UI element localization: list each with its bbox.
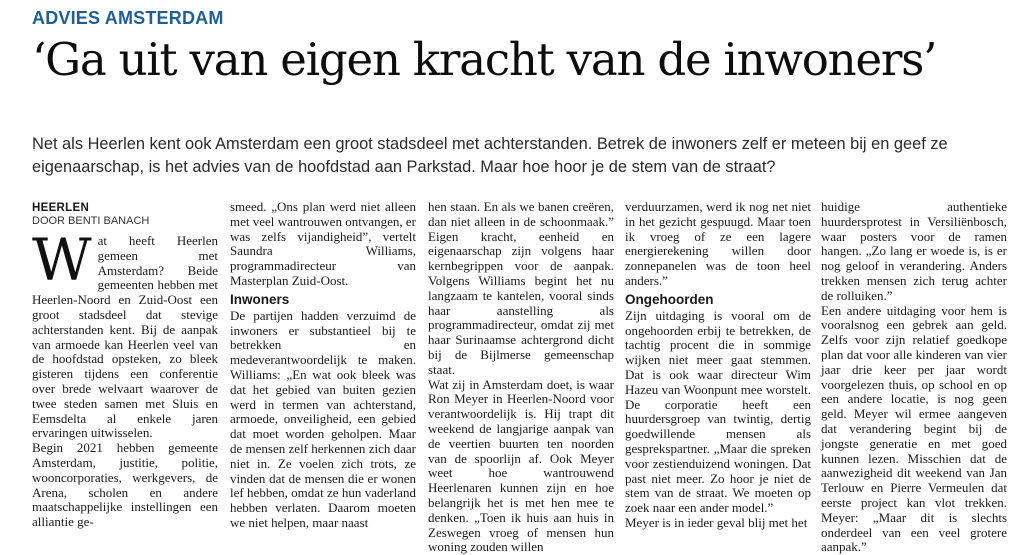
- drop-cap: W: [32, 226, 92, 294]
- intro-paragraph: Net als Heerlen kent ook Amsterdam een groot stadsdeel met achterstanden. Betrek de inwoners zelf er meteen bij en geef ze eigenaarschap, is het advies van de hoofdstad aan Parkstad. Maar hoe hoor je de stem van de straat?: [32, 135, 948, 176]
- dateline: HEERLEN: [32, 202, 90, 214]
- paragraph: at heeft Heerlen gemeen met Amsterdam? Beide gemeenten hebben met Heerlen-Noord en Zuid-Oost een groot stadsdeel dat stevige achterstanden kent. Bij de aanpak van armoede kan Heerlen veel van de hoofdstad opsteken, zo bleek gisteren tijdens een conferentie over brede welvaart waarover de twee steden samen met Sluis en Eemsdelta al enkele jaren ervaringen uitwisselen.: [32, 233, 218, 441]
- subheading-inwoners: Inwoners: [230, 291, 290, 307]
- paragraph: Een andere uitdaging voor hem is vooralsnog een gebrek aan geld. Zelfs voor zijn relatief goedkope plan dat voor alle kinderen van vier jaar drie keer per jaar wordt voorgelezen thuis, op school en op een andere locatie, is nog geen geld. Meyer wil ermee aangeven dat verandering begint bij de jongste generatie en met goed kunnen lezen. Misschien dat de aanwezigheid dit weekend van Jan Terlouw en Pierre Vermeulen dat eerste project kan vlot trekken. Meyer: „Maar dit is slechts onderdeel van een veel grotere aanpak.”: [821, 302, 1007, 555]
- section-kicker: ADVIES AMSTERDAM: [32, 8, 224, 28]
- article-column-5: [821, 199, 1007, 555]
- paragraph: De partijen hadden verzuimd de inwoners er substantieel bij te betrekken en medeverantwoordelijk te maken. Williams: „En wat ook bleek was dat het gebied van buiten gezien werd in termen van achterstand, armoede, onveiligheid, een gebied dat moet worden geholpen. Maar de mensen zelf herkennen zich daar niet in. Ze voelen zich trots, ze vinden dat de mensen die er wonen lef hebben, omdat ze hun vaderland hebben verlaten. Daarom moeten we niet helpen, maar naast: [230, 307, 416, 530]
- paragraph: Begin 2021 hebben gemeente Amsterdam, justitie, politie, wooncorporaties, werkgevers, de Arena, scholen en andere maatschappelijke instellingen een alliantie ge-: [32, 440, 218, 530]
- paragraph: hen staan. En als we banen creëren, dan niet alleen in de schoonmaak.” Eigen kracht, eenheid en eigenaarschap zijn volgens haar kernbegrippen voor de aanpak. Volgens Williams begint het nu langzaam te kantelen, vooral sinds haar aanstelling als programmadirecteur, omdat zij met haar Surinaamse achtergrond dicht bij de Bijlmerse gemeenschap staat.: [428, 199, 614, 377]
- article-column-3: [428, 199, 614, 555]
- paragraph: smeed. „Ons plan werd niet alleen met veel wantrouwen ontvangen, er was zelfs vijandigheid”, vertelt Saundra Williams, programmadirecteur van Masterplan Zuid-Oost.: [230, 199, 416, 288]
- article-column-2: [230, 199, 416, 530]
- subheading-ongehoorden: Ongehoorden: [625, 291, 714, 307]
- paragraph: Zijn uitdaging is vooral om de ongehoorden erbij te betrekken, de tachtig procent die in sommige wijken niet meer gaat stemmen. Dat is ook waar directeur Wim Hazeu van Woonpunt mee worstelt. De corporatie heeft een huurdersgroep van twintig, dertig goedwillende mensen als gesprekspartner. „Maar die spreken voor zestienduizend woningen. Dat past niet meer. Zo hoor je niet de stem van de straat. We moeten op zoek naar een ander model.”: [625, 307, 811, 516]
- headline: ‘Ga uit van eigen kracht van de inwoners’: [32, 33, 937, 86]
- byline: DOOR BENTI BANACH: [32, 215, 150, 227]
- paragraph: Meyer is in ieder geval blij met het: [625, 514, 808, 530]
- paragraph: huidige authentieke huurdersprotest in Versiliënbosch, waar posters voor de ramen hangen. „Zo lang er woede is, is er nog geloof in verandering. Anders trekken mensen zich terug achter de rolluiken.”: [821, 199, 1007, 303]
- article-column-1: [32, 202, 218, 530]
- paragraph: Wat zij in Amsterdam doet, is waar Ron Meyer in Heerlen-Noord voor verantwoordelijk is. Hij trapt dit weekend de langjarige aanpak van de veertien buurten ten noorden van de spoorlijn af. Ook Meyer weet hoe wantrouwend Heerlenaren kunnen zijn en hoe belangrijk het is met hen mee te denken. „Toen ik huis aan huis in Zeswegen vroeg of mensen hun woning zouden willen: [428, 376, 614, 555]
- paragraph: verduurzamen, werd ik nog net niet in het gezicht gespuugd. Maar toen ik vroeg of ze een lagere energierekening willen door zonnepanelen was de toon heel anders.”: [625, 199, 811, 288]
- article-column-4: [625, 199, 811, 530]
